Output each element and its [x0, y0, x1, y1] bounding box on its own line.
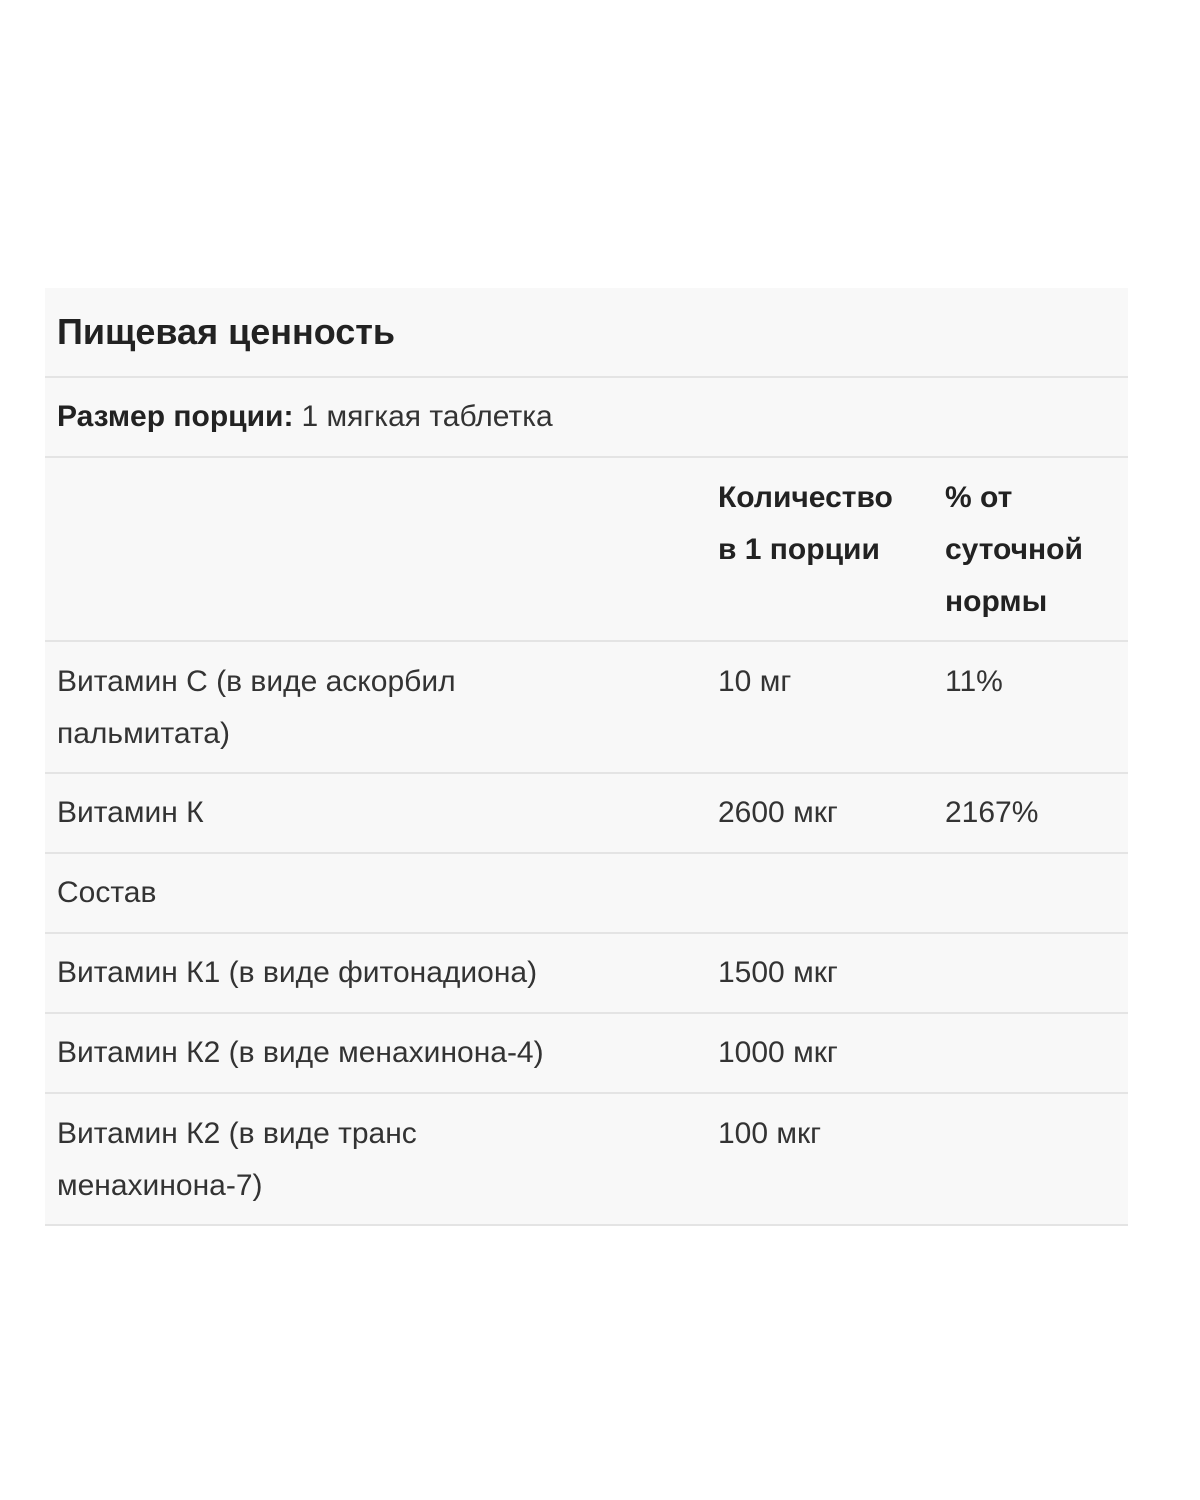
row-name-line1: Витамин С (в виде аскорбил [57, 665, 456, 698]
row-amount-cell: 10 мг [718, 665, 792, 698]
nutrition-facts-table [45, 288, 1128, 1226]
row-name-line1: Витамин К2 (в виде транс [57, 1117, 417, 1150]
table-title: Пищевая ценность [57, 311, 396, 352]
table-row [45, 774, 1128, 854]
table-row [45, 642, 1128, 774]
header-name-cell [45, 472, 718, 640]
header-dv-line2: суточной [945, 533, 1083, 566]
table-row [45, 1014, 1128, 1094]
header-dv-cell [945, 472, 1128, 640]
serving-size-value: 1 мягкая таблетка [301, 400, 553, 433]
header-amount-line1: Количество [718, 481, 893, 514]
row-name-cell: Витамин К [57, 796, 204, 829]
table-section-row [45, 854, 1128, 934]
header-dv-line1: % от [945, 481, 1013, 514]
header-amount-cell [718, 472, 945, 640]
row-name-cell: Витамин К1 (в виде фитонадиона) [57, 956, 538, 989]
header-dv-line3: нормы [945, 585, 1048, 618]
row-name-line2: пальмитата) [57, 717, 230, 750]
row-amount-cell: 2600 мкг [718, 796, 838, 829]
row-dv-cell [945, 1108, 1128, 1224]
serving-size-row [45, 378, 1128, 458]
row-name-cell: Витамин К2 (в виде менахинона-4) [57, 1036, 544, 1069]
row-amount-cell: 1500 мкг [718, 956, 838, 989]
row-name-cell [45, 656, 718, 772]
row-amount-cell: 1000 мкг [718, 1036, 838, 1069]
table-header-row [45, 458, 1128, 642]
table-title-row [45, 288, 1128, 378]
row-name-line2: менахинона-7) [57, 1169, 263, 1202]
table-row [45, 934, 1128, 1014]
serving-size-label: Размер порции: [57, 400, 294, 433]
section-label: Состав [57, 876, 157, 909]
row-name-cell [45, 1108, 718, 1224]
row-dv-cell: 11% [945, 665, 1003, 698]
header-amount-line2: в 1 порции [718, 533, 880, 566]
row-amount-cell: 100 мкг [718, 1117, 822, 1150]
row-dv-cell: 2167% [945, 796, 1039, 829]
table-row [45, 1094, 1128, 1226]
